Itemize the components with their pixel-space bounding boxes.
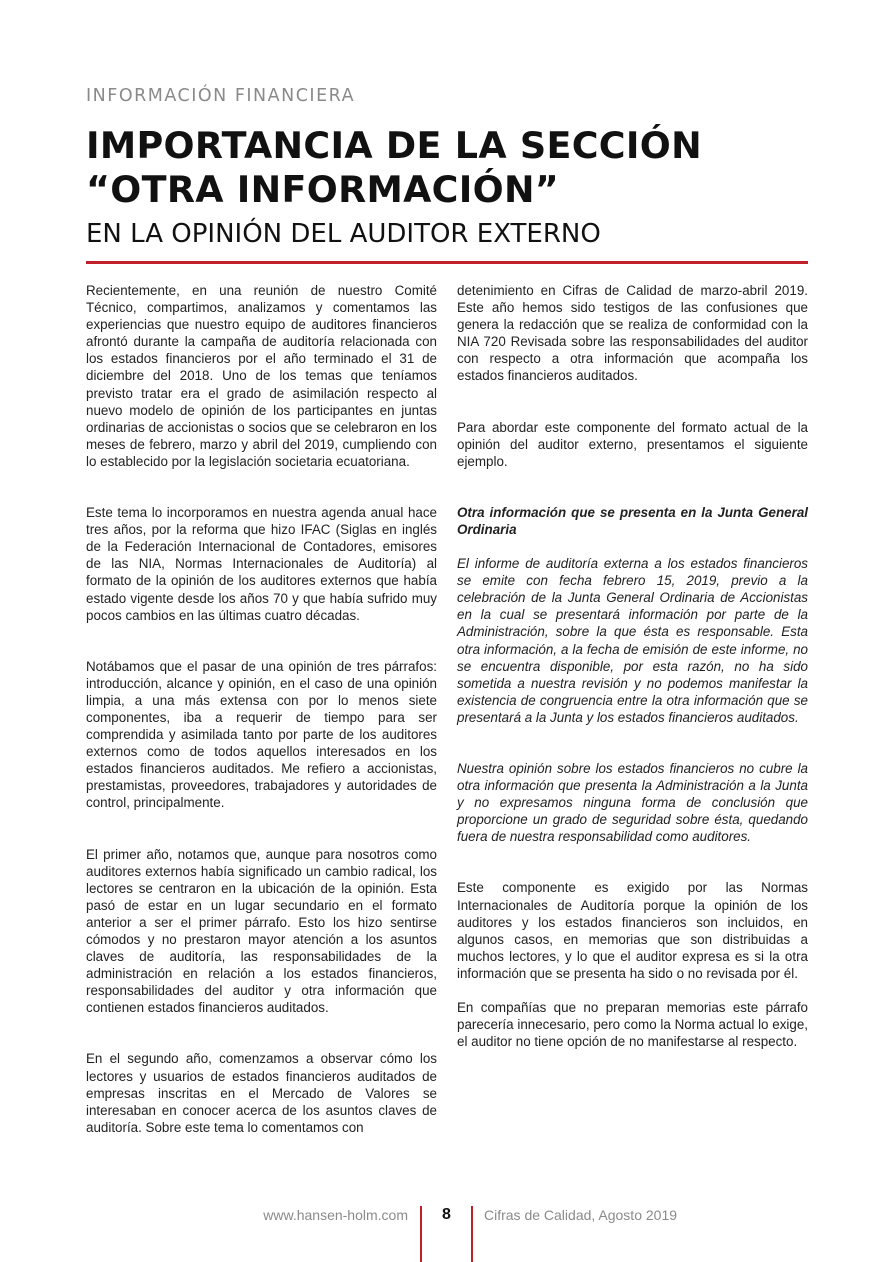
right-column <box>457 282 808 1050</box>
paragraph: El primer año, notamos que, aunque para nosotros como auditores externos había significado un cambio radical, los lectores se centraron en la ubicación de la opinión. Esta pasó de estar en un lugar secundario en el formato anterior a ser el primer párrafo. Esto los hizo sentirse cómodos y no prestaron mayor atención a los asuntos claves de auditoría, las responsabilidades de la administración en relación a los estados financieros, responsabilidades del auditor y otra información que contienen estados financieros auditados. <box>86 846 437 1016</box>
article-title <box>86 124 826 212</box>
section-label: INFORMACIÓN FINANCIERA <box>86 86 356 106</box>
paragraph: Recientemente, en una reunión de nuestro Comité Técnico, compartimos, analizamos y comentamos las experiencias que nuestro equipo de auditores financieros afrontó durante la campaña de auditoría relacionada con los estados financieros por el año terminado el 31 de diciembre del 2018. Uno de los temas que teníamos previsto tratar era el grado de asimilación respecto al nuevo modelo de opinión de los participantes en juntas ordinarias de accionistas o socios que se celebraron en los meses de febrero, marzo y abril del 2019, cumpliendo con lo establecido por la legislación societaria ecuatoriana. <box>86 283 437 469</box>
title-divider <box>86 261 808 264</box>
paragraph: Notábamos que el pasar de una opinión de tres párrafos: introducción, alcance y opinión, en el caso de una opinión limpia, a una más extensa con por lo menos siete componentes, iba a requerir de tiempo para ser comprendida y asimilada tanto por parte de los auditores externos como de todos aquellos interesados en los estados financieros auditados. Me refiero a accionistas, prestamistas, proveedores, trabajadores y autoridades de control, principalmente. <box>86 658 437 811</box>
left-column <box>86 282 437 1136</box>
example-paragraph: El informe de auditoría externa a los estados financieros se emite con fecha febrero 15, 2019, previo a la celebración de la Junta General Ordinaria de Accionistas en la cual se presentará información por parte de la Administración, sobre la que ésta es responsable. Esta otra información, a la fecha de emisión de este informe, no se encuentra disponible, por esta razón, no ha sido sometida a nuestra revisión y no podemos manifestar la existencia de congruencia entre la otra información que se presentará a la Junta y los estados financieros auditados. <box>457 556 808 725</box>
paragraph: En compañías que no preparan memorias este párrafo parecería innecesario, pero como la Norma actual lo exige, el auditor no tiene opción de no manifestarse al respecto. <box>457 1000 808 1050</box>
paragraph: Este tema lo incorporamos en nuestra agenda anual hace tres años, por la reforma que hizo IFAC (Siglas en inglés de la Federación Internacional de Contadores, emisores de las NIA, Normas Internacionales de Auditoría) al formato de la opinión de los auditores externos que había estado vigente desde los años 70 y que había sufrido muy pocos cambios en las últimas cuatro décadas. <box>86 505 437 623</box>
paragraph: Para abordar este componente del formato actual de la opinión del auditor externo, presentamos el siguiente ejemplo. <box>457 419 808 469</box>
page-footer <box>0 1200 892 1262</box>
title-line-2: “OTRA INFORMACIÓN” <box>86 168 560 211</box>
paragraph: detenimiento en Cifras de Calidad de marzo-abril 2019. Este año hemos sido testigos de las confusiones que genera la redacción que se realiza de conformidad con la NIA 720 Revisada sobre las responsabilidades del auditor con respecto a otra información que acompaña los estados financieros auditados. <box>457 283 808 384</box>
footer-website[interactable]: www.hansen-holm.com <box>263 1207 408 1223</box>
example-heading: Otra información que se presenta en la Junta General Ordinaria <box>457 504 808 537</box>
article-subtitle: EN LA OPINIÓN DEL AUDITOR EXTERNO <box>86 219 601 249</box>
title-line-1: IMPORTANCIA DE LA SECCIÓN <box>86 124 702 167</box>
paragraph: Este componente es exigido por las Normas Internacionales de Auditoría porque la opinión de los auditores y los estados financieros son incluidos, en algunos casos, en memorias que son distribuidas a muchos lectores, y lo que el auditor expresa es si la otra información que se presenta ha sido o no revisada por él. <box>457 880 808 981</box>
paragraph: En el segundo año, comenzamos a observar cómo los lectores y usuarios de estados financieros auditados de empresas inscritas en el Mercado de Valores se interesaban en conocer acerca de los asuntos claves de auditoría. Sobre este tema lo comentamos con <box>86 1051 437 1135</box>
page-number: 8 <box>442 1206 451 1223</box>
example-paragraph: Nuestra opinión sobre los estados financieros no cubre la otra información que presenta la Administración a la Junta y no expresamos ninguna forma de conclusión que proporcione un grado de seguridad sobre ésta, quedando fuera de nuestra responsabilidad como auditores. <box>457 760 808 845</box>
footer-divider <box>471 1206 473 1262</box>
footer-publication: Cifras de Calidad, Agosto 2019 <box>484 1207 678 1223</box>
